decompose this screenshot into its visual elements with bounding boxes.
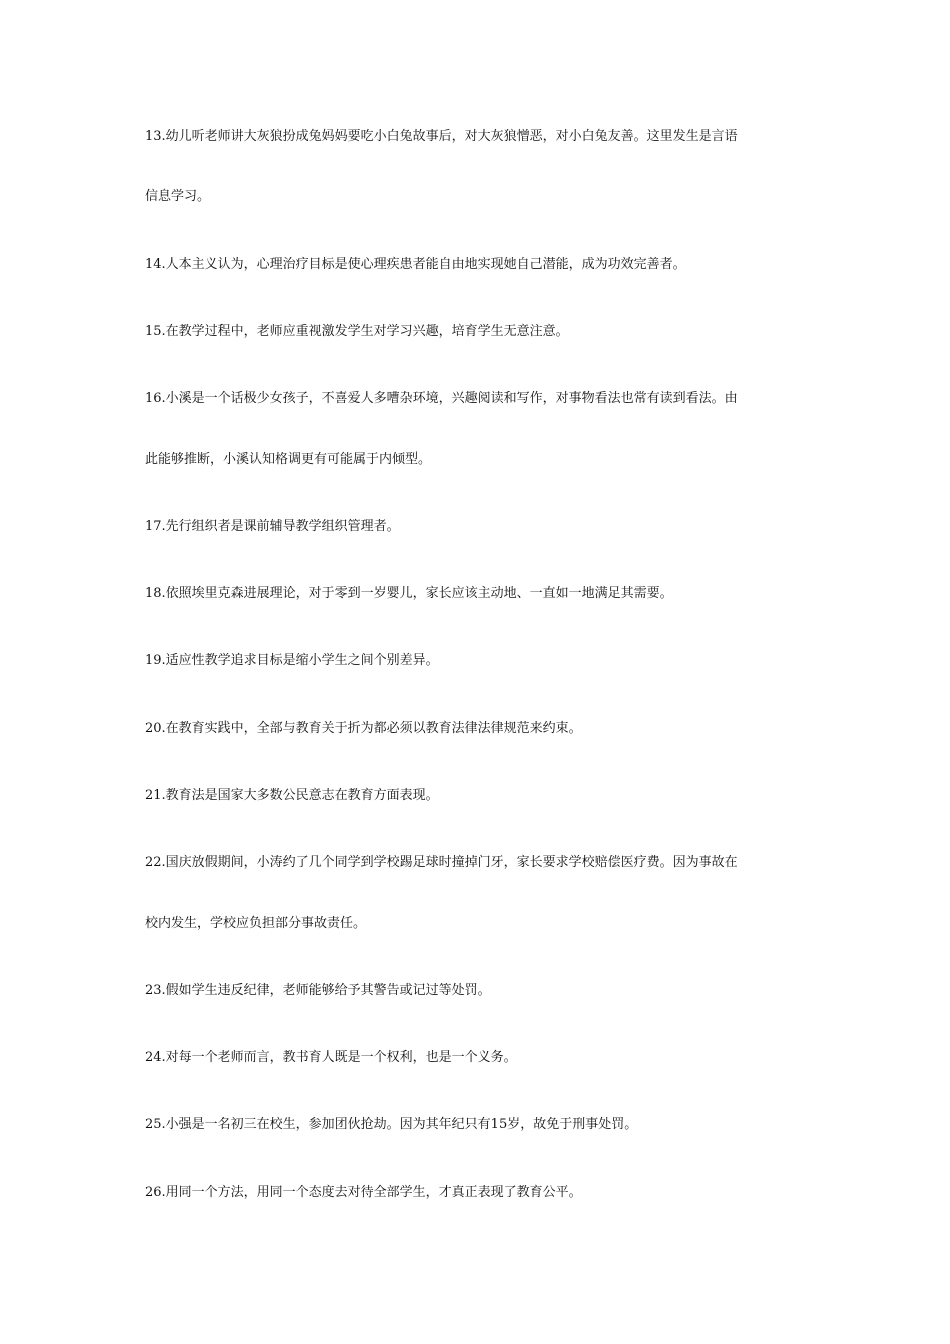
item-26-line-1: 26.用同一个方法，用同一个态度去对待全部学生，才真正表现了教育公平。 [145, 1185, 582, 1200]
item-14-line-1: 14.人本主义认为，心理治疗目标是使心理疾患者能自由地实现她自己潜能，成为功效完善者。 [145, 257, 686, 272]
item-16-line-1: 16.小溪是一个话极少女孩子，不喜爱人多嘈杂环境，兴趣阅读和写作，对事物看法也常有读到看法。由 [145, 391, 738, 406]
item-13-line-1: 13.幼儿听老师讲大灰狼扮成兔妈妈要吃小白兔故事后，对大灰狼憎恶，对小白兔友善。这里发生是言语 [145, 129, 738, 144]
item-23-line-1: 23.假如学生违反纪律，老师能够给予其警告或记过等处罚。 [145, 983, 491, 998]
item-22-line-2: 校内发生，学校应负担部分事故责任。 [145, 916, 367, 931]
item-21-line-1: 21.教育法是国家大多数公民意志在教育方面表现。 [145, 788, 439, 803]
item-25-line-1: 25.小强是一名初三在校生，参加团伙抢劫。因为其年纪只有15岁，故免于刑事处罚。 [145, 1117, 638, 1132]
item-22-line-1: 22.国庆放假期间，小涛约了几个同学到学校踢足球时撞掉门牙，家长要求学校赔偿医疗费。因为事故在 [145, 855, 738, 870]
item-24-line-1: 24.对每一个老师而言，教书育人既是一个权利，也是一个义务。 [145, 1050, 517, 1065]
item-16-line-2: 此能够推断，小溪认知格调更有可能属于内倾型。 [145, 452, 432, 467]
item-15-line-1: 15.在教学过程中，老师应重视激发学生对学习兴趣，培育学生无意注意。 [145, 324, 569, 339]
item-20-line-1: 20.在教育实践中，全部与教育关于折为都必须以教育法律法律规范来约束。 [145, 721, 582, 736]
item-13-line-2: 信息学习。 [145, 189, 211, 204]
item-19-line-1: 19.适应性教学追求目标是缩小学生之间个别差异。 [145, 653, 439, 668]
item-18-line-1: 18.依照埃里克森进展理论，对于零到一岁婴儿，家长应该主动地、一直如一地满足其需要。 [145, 586, 673, 601]
item-17-line-1: 17.先行组织者是课前辅导教学组织管理者。 [145, 519, 400, 534]
